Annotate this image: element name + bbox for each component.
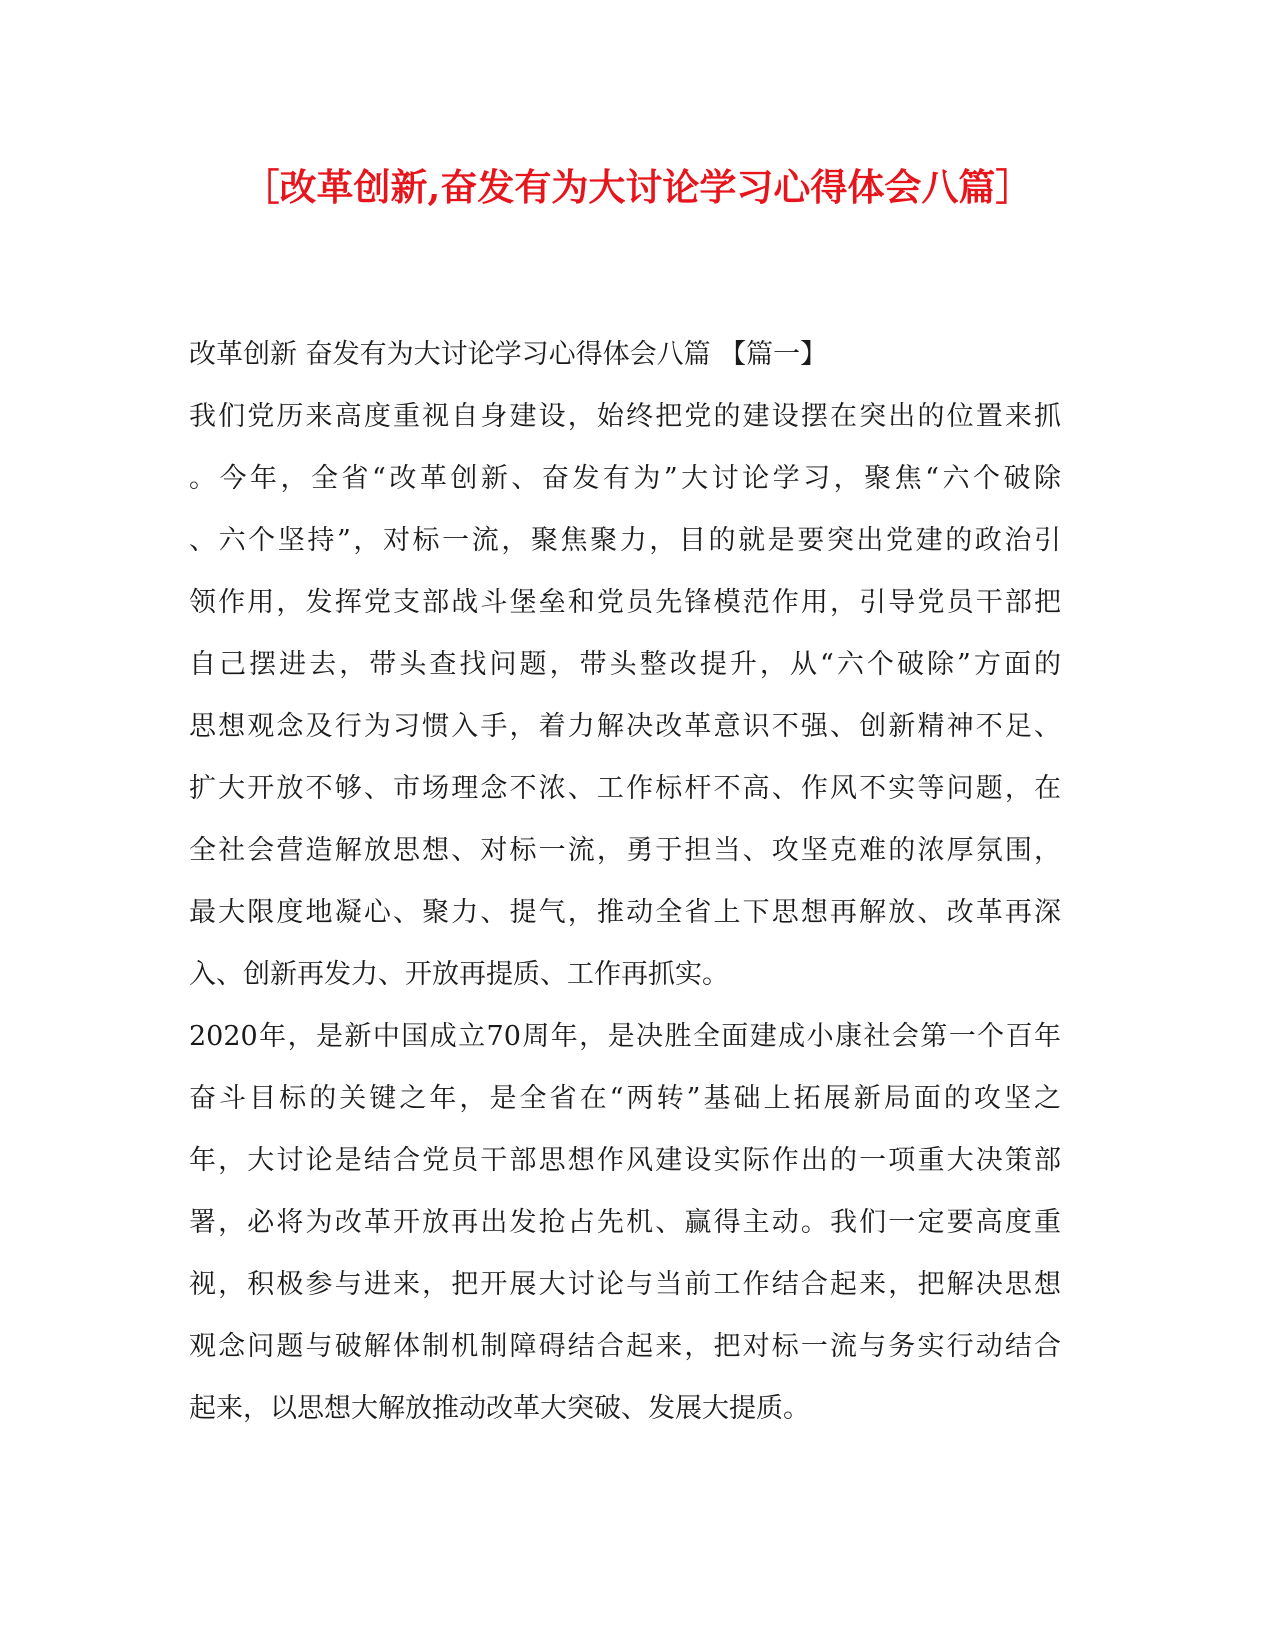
document-title: ［改革创新,奋发有为大讨论学习心得体会八篇］ [242, 165, 1033, 209]
section-heading: 改革创新 奋发有为大讨论学习心得体会八篇 【篇一】 [189, 339, 828, 370]
paragraph-1-line: 扩大开放不够、市场理念不浓、工作标杆不高、作风不实等问题，在 [189, 773, 1061, 804]
paragraph-2-line: 起来，以思想大解放推动改革大突破、发展大提质。 [189, 1393, 810, 1424]
paragraph-1-line: 最大限度地凝心、聚力、提气，推动全省上下思想再解放、改革再深 [189, 897, 1061, 928]
paragraph-2-line: 署，必将为改革开放再出发抢占先机、赢得主动。我们一定要高度重 [189, 1207, 1061, 1238]
paragraph-1-line: 、六个坚持”，对标一流，聚焦聚力，目的就是要突出党建的政治引 [189, 525, 1061, 556]
paragraph-2-line: 视，积极参与进来，把开展大讨论与当前工作结合起来，把解决思想 [189, 1269, 1061, 1300]
paragraph-1-line: 我们党历来高度重视自身建设，始终把党的建设摆在突出的位置来抓 [189, 401, 1061, 432]
paragraph-2-line: 观念问题与破解体制机制障碍结合起来，把对标一流与务实行动结合 [189, 1331, 1061, 1362]
paragraph-1-line: 自己摆进去，带头查找问题，带头整改提升，从“六个破除”方面的 [189, 649, 1061, 680]
paragraph-2-line: 奋斗目标的关键之年，是全省在“两转”基础上拓展新局面的攻坚之 [189, 1083, 1061, 1114]
paragraph-1-line: 。今年，全省“改革创新、奋发有为”大讨论学习，聚焦“六个破除 [189, 463, 1061, 494]
paragraph-1-line: 入、创新再发力、开放再提质、工作再抓实。 [189, 959, 729, 990]
paragraph-1-line: 领作用，发挥党支部战斗堡垒和党员先锋模范作用，引导党员干部把 [189, 587, 1061, 618]
paragraph-2-line: 年，大讨论是结合党员干部思想作风建设实际作出的一项重大决策部 [189, 1145, 1061, 1176]
paragraph-1-line: 思想观念及行为习惯入手，着力解决改革意识不强、创新精神不足、 [189, 711, 1061, 742]
paragraph-2-line: 2020年，是新中国成立70周年，是决胜全面建成小康社会第一个百年 [189, 1021, 1061, 1052]
paragraph-1-line: 全社会营造解放思想、对标一流，勇于担当、攻坚克难的浓厚氛围， [189, 835, 1061, 866]
